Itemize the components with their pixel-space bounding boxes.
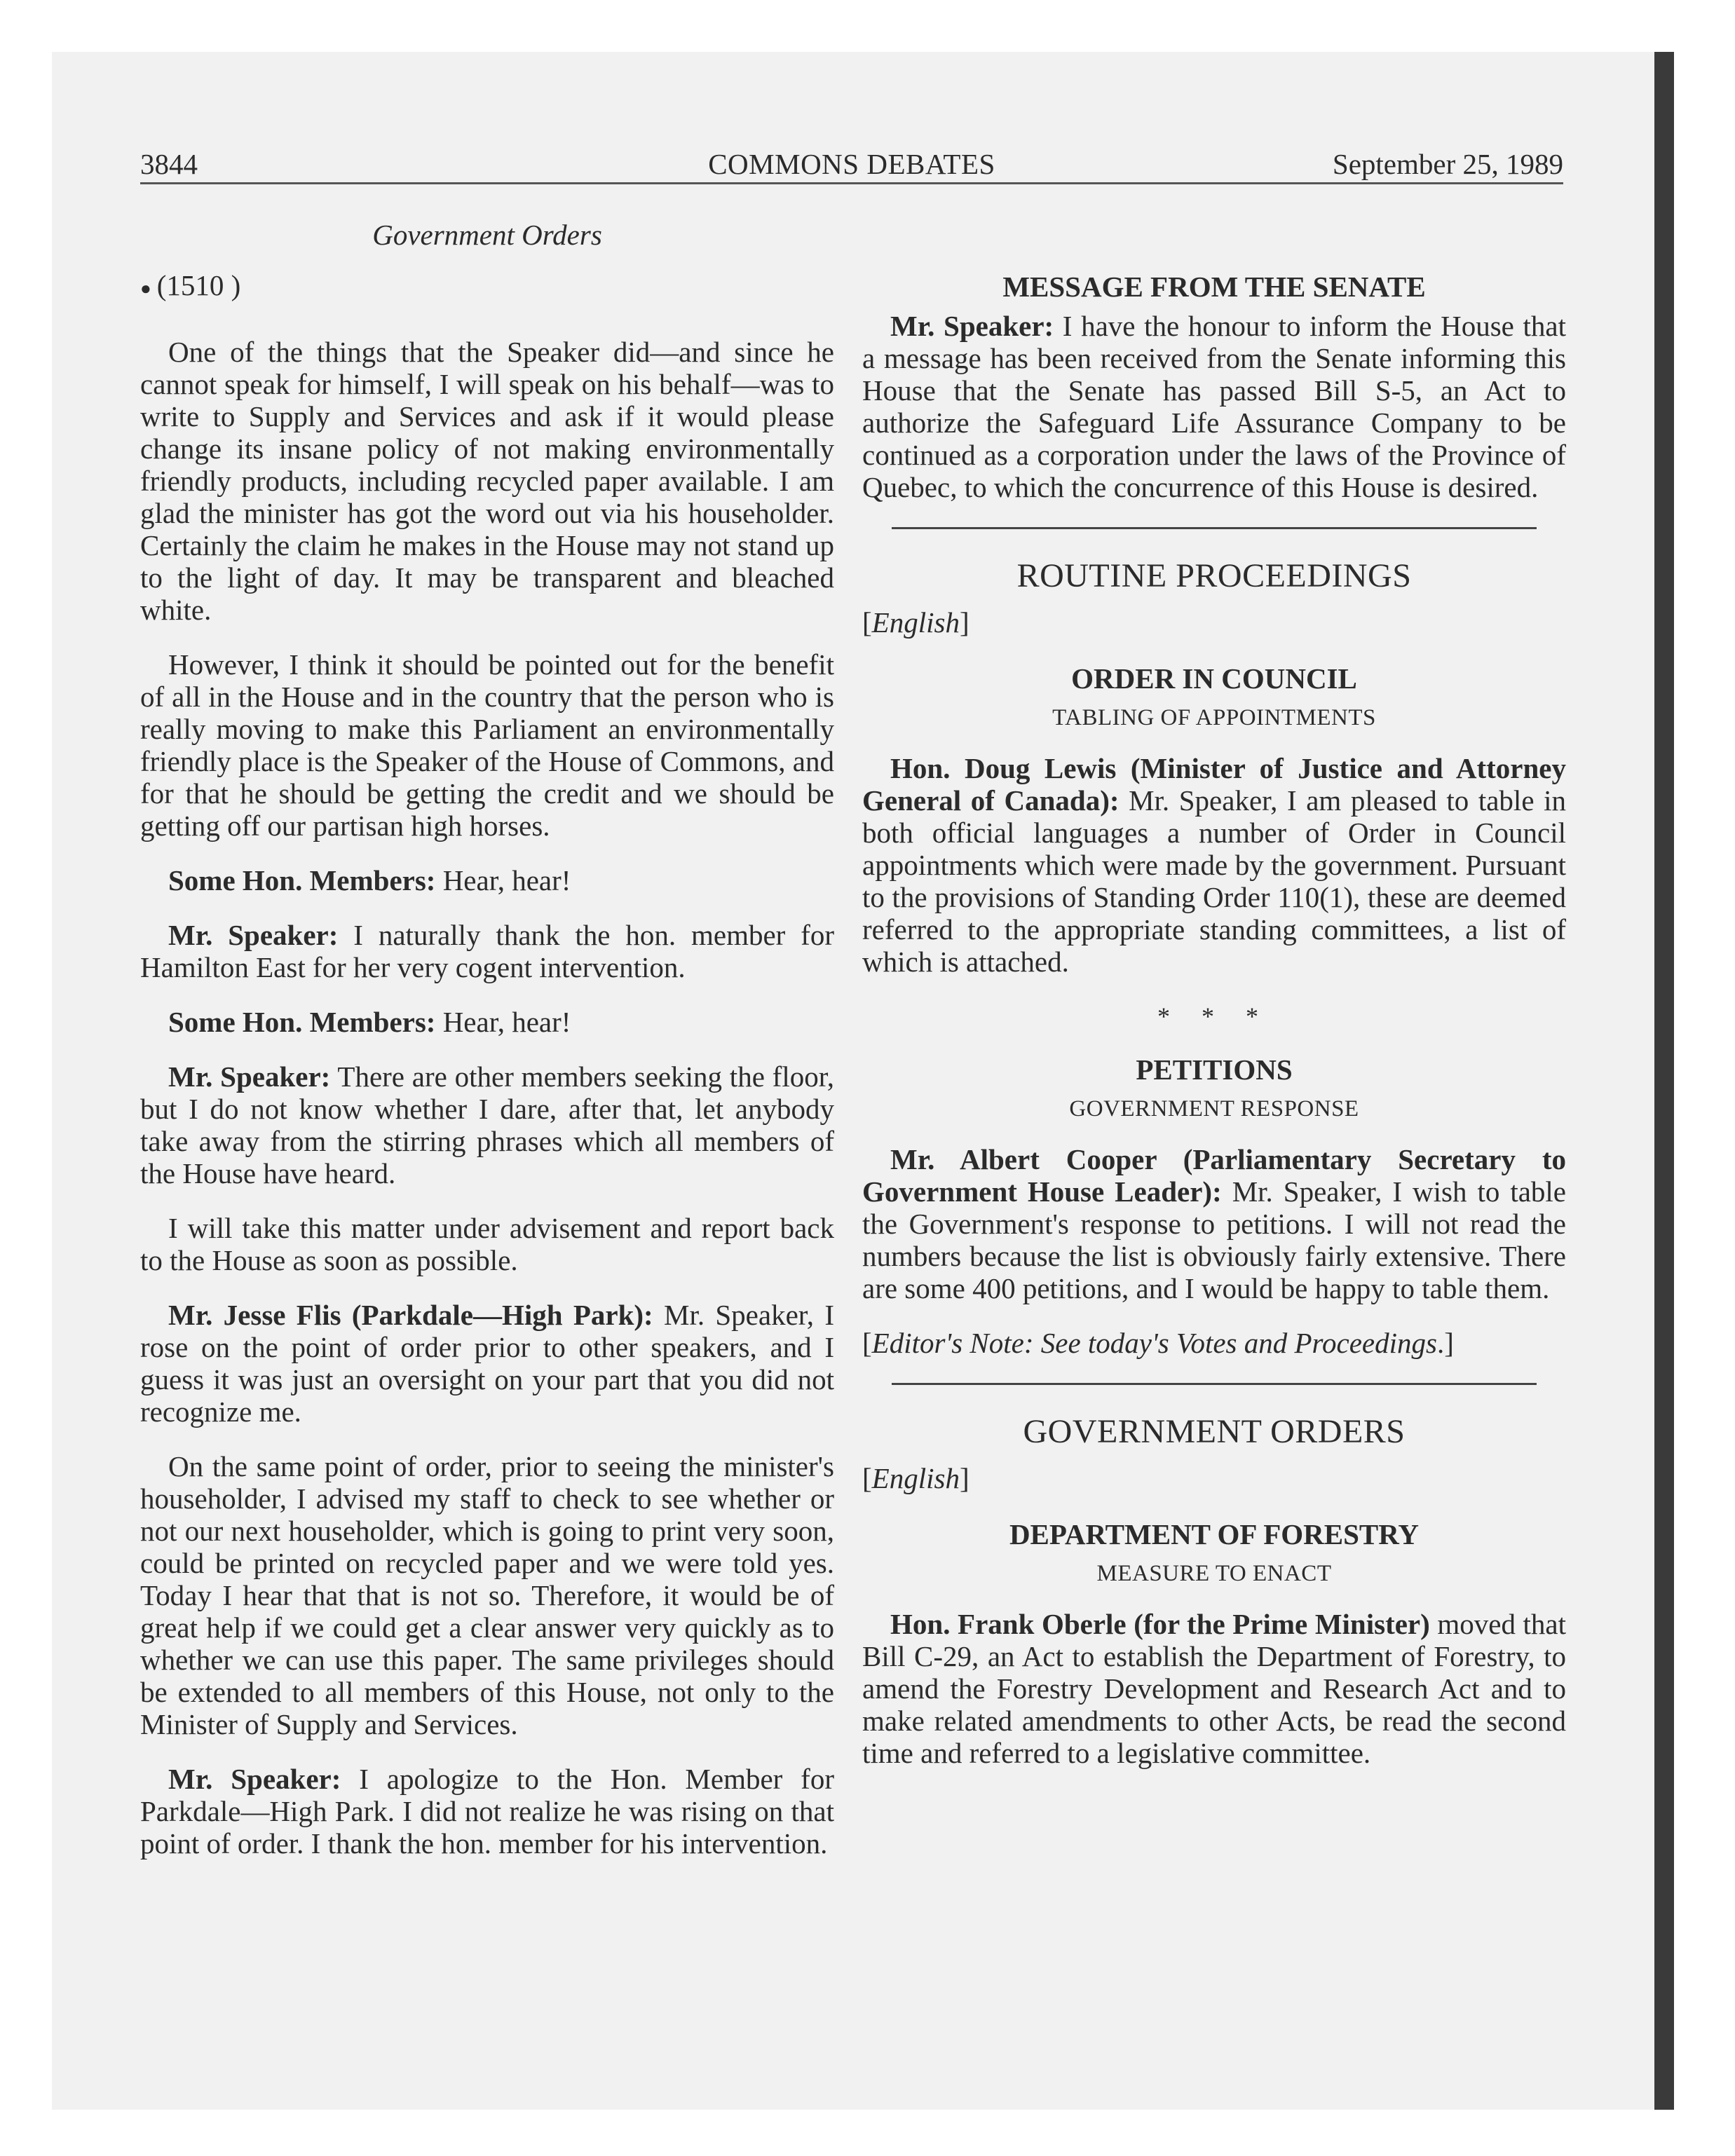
order-in-council-heading: ORDER IN COUNCIL [1071,662,1357,695]
paragraph [140,1060,834,1189]
paragraph [140,864,834,896]
paragraph: However, I think it should be pointed out for the benefit of all in the House and in the country that the person who is really moving to make this Parliament an environmentally friendly place is the Speaker of the House of Commons, and for that he should be getting the credit and we should be getting off our partisan high horses. [140,648,834,842]
speech-text: moved that Bill C-29, an Act to establish the Department of Forestry, to amend the Forestry Development and Research Act and to make related amendments to other Acts, be read the second time and referred to a legislative committee. [862,1608,1567,1769]
section-divider [892,1383,1537,1385]
section-divider [892,527,1537,529]
language-tag: [English] [862,606,969,639]
senate-heading: MESSAGE FROM THE SENATE [1002,271,1426,303]
speaker-name: Some Hon. Members: [168,864,436,896]
speech-text: Mr. Speaker, I rose on the point of order prior to other speakers, and I guess it was just an oversight on your part that you did not recognize me. [140,1298,834,1428]
speech-text: Hear, hear! [435,1005,571,1038]
speaker-name: Some Hon. Members: [168,1005,436,1038]
publication-title: COMMONS DEBATES [708,148,995,180]
speaker-name: Mr. Speaker: [168,1060,331,1093]
petitions-heading: PETITIONS [1136,1053,1293,1086]
speaker-name: Mr. Jesse Flis (Parkdale—High Park): [168,1298,653,1331]
routine-proceedings-heading: ROUTINE PROCEEDINGS [1016,557,1412,594]
paragraph: On the same point of order, prior to seeing the minister's householder, I advised my staff to check to see whether or not our next householder, which is going to print very soon, could be printed on recycled paper and we were told yes. Today I hear that that is not so. Therefore, it would be of great help if we could get a clear answer very quickly as to whether we can use this paper. The same privileges should be extended to all members of this House, not only to the Minister of Supply and Services. [140,1449,834,1740]
section-header: Government Orders [372,219,602,251]
page-number: 3844 [140,148,198,180]
paragraph [862,1608,1566,1769]
editors-note: [Editor's Note: See today's Votes and Proceedings.] [862,1327,1454,1359]
speaker-name: Mr. Speaker: [168,918,339,951]
government-orders-heading: GOVERNMENT ORDERS [1023,1413,1406,1450]
paragraph [140,919,834,983]
scan-edge-shadow [1654,52,1674,2110]
speech-text: Mr. Speaker, I am pleased to table in both official languages a number of Order in Council appointments which were made by the government. Pursuant to the provisions of Standing Order 110(1), these are deemed referred to the appropriate standing committees, a list of which is attached. [862,784,1566,978]
left-column [140,219,834,1882]
forestry-subheading: MEASURE TO ENACT [1096,1561,1332,1586]
speech-text: I apologize to the Hon. Member for Parkdale—High Park. I did not realize he was rising on that point of order. I thank the hon. member for his intervention. [140,1762,834,1860]
paragraph [862,310,1566,503]
order-in-council-subheading: TABLING OF APPOINTMENTS [1052,705,1376,730]
speaker-name: Mr. Speaker: [168,1762,341,1795]
timestamp [140,269,834,305]
page-header [140,139,1563,184]
speaker-name: Hon. Frank Oberle (for the Prime Minister) [890,1608,1430,1640]
timestamp-text: (1510 ) [156,269,241,301]
forestry-heading: DEPARTMENT OF FORESTRY [1009,1518,1420,1550]
language-tag: [English] [862,1462,969,1494]
speaker-name: Mr. Albert Cooper (Parliamentary Secretary to Government House Leader): [862,1143,1566,1208]
paragraph [140,1763,834,1860]
paragraph [140,1299,834,1428]
speaker-name: Hon. Doug Lewis (Minister of Justice and Attorney General of Canada): [862,752,1566,817]
bullet-icon: ● [140,278,151,299]
speech-text: There are other members seeking the floor, but I do not know whether I dare, after that, let anybody take away from the stirring phrases which all members of the House have heard. [140,1060,834,1189]
speaker-name: Mr. Speaker: [890,310,1054,342]
petitions-subheading: GOVERNMENT RESPONSE [1069,1096,1359,1121]
speech-text: Hear, hear! [435,864,571,896]
paragraph: I will take this matter under advisement and report back to the House as soon as possible. [140,1211,834,1276]
speech-text: I have the honour to inform the House that a message has been received from the Senate informing this House that the Senate has passed Bill S-5, an Act to authorize the Safeguard Life Assurance Company to be continued as a corporation under the laws of the Province of Quebec, to which the concurrence of this House is desired. [862,310,1566,503]
section-break-stars: * * * [1157,1002,1271,1030]
speech-text: Mr. Speaker, I wish to table the Government's response to petitions. I will not read the numbers because the list is obviously fairly extensive. There are some 400 petitions, and I would be happy to table them. [862,1175,1566,1304]
paragraph [862,1143,1566,1304]
publication-date: September 25, 1989 [1332,148,1563,180]
paragraph [862,752,1566,978]
speech-text: I naturally thank the hon. member for Hamilton East for her very cogent intervention. [140,918,834,983]
paragraph: One of the things that the Speaker did—and since he cannot speak for himself, I will speak on his behalf—was to write to Supply and Services and ask if it would please change its insane policy of not making environmentally friendly products, including recycled paper available. I am glad the minister has got the word out via his householder. Certainly the claim he makes in the House may not stand up to the light of day. It may be transparent and bleached white. [140,335,834,626]
right-column [862,271,1566,1792]
paragraph [140,1006,834,1038]
